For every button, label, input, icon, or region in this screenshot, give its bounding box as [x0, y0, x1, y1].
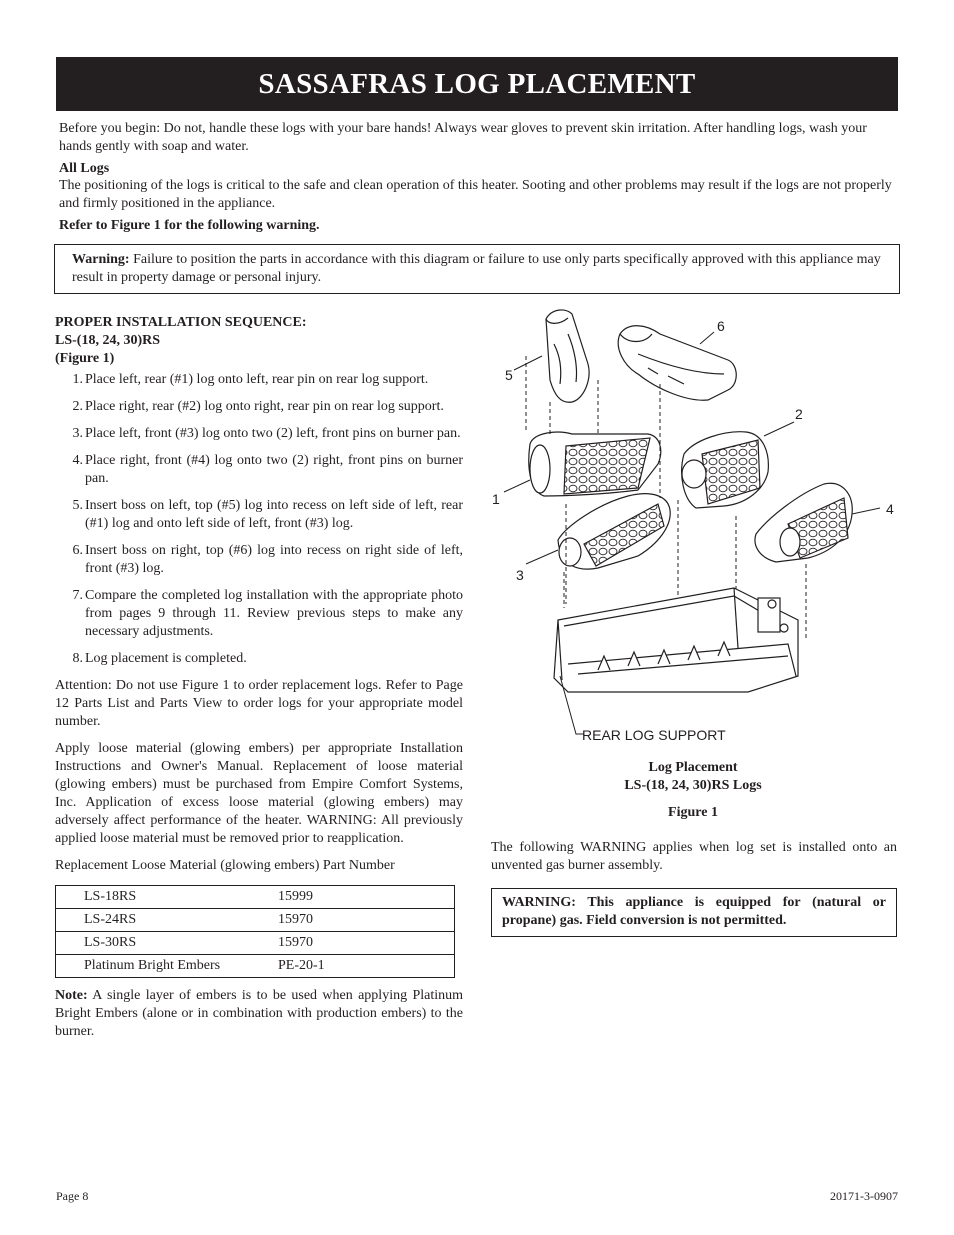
all-logs-text: The positioning of the logs is critical to the safe and clean operation of this heater. Sooting and other problems may result if the logs are not properly and firmly positioned in the appliance. — [59, 178, 892, 211]
page-number: Page 8 — [56, 1189, 89, 1203]
title-bar — [56, 57, 898, 111]
installation-steps — [55, 371, 463, 668]
log-5-icon — [546, 310, 589, 402]
figure-caption-number: Figure 1 — [668, 805, 718, 820]
list-item: 7. Compare the completed log installation with the appropriate photo from pages 9 through 11. Review previous steps to make any necessary adjustments. — [72, 588, 463, 639]
table-row: LS-30RS 15970 — [56, 932, 455, 955]
label-5: 5 — [505, 367, 513, 383]
parts-table — [55, 885, 455, 978]
rear-log-support-label: REAR LOG SUPPORT — [582, 727, 726, 743]
label-3: 3 — [516, 567, 524, 583]
label-2: 2 — [795, 406, 803, 422]
install-heading: PROPER INSTALLATION SEQUENCE: — [55, 315, 307, 330]
burner-pan-icon — [554, 588, 798, 692]
warning-box — [54, 244, 900, 294]
list-item: 1. Place left, rear (#1) log onto left, rear pin on rear log support. — [72, 372, 429, 387]
log-placement-diagram — [488, 304, 898, 744]
log-1-icon — [529, 432, 661, 496]
log-2-icon — [682, 432, 769, 508]
warning-applies-text: The following WARNING applies when log set is installed onto an unvented gas burner assembly. — [491, 840, 897, 873]
log-4-icon — [755, 483, 852, 562]
gas-warning-box: WARNING: This appliance is equipped for (natural or propane) gas. Field conversion is not permitted. — [491, 888, 897, 937]
log-3-icon — [558, 494, 670, 569]
warning-text: Failure to position the parts in accordance with this diagram or failure to use only parts specifically approved with this appliance may result in property damage or personal injury. — [72, 252, 881, 285]
table-row: LS-18RS 15999 — [56, 886, 455, 909]
figure-caption-title: Log Placement — [648, 760, 738, 775]
list-item: 5. Insert boss on left, top (#5) log into recess on left side of left, rear (#1) log and onto left side of left, front (#3) log. — [72, 498, 463, 531]
doc-number: 20171-3-0907 — [830, 1189, 898, 1203]
label-6: 6 — [717, 318, 725, 334]
note-paragraph — [55, 987, 463, 1041]
loose-material-text: Apply loose material (glowing embers) per appropriate Installation Instructions and Owner's Manual. Replacement of loose material (glowing embers) must be purchased from Empire Comfort Systems, Inc. Application of excess loose material (glowing embers) may adversely affect performance of the heater. WARNING: All previously applied loose material must be removed prior to reapplication. — [55, 741, 463, 846]
page-title: SASSAFRAS LOG PLACEMENT — [258, 68, 696, 100]
list-item: 6. Insert boss on right, top (#6) log into recess on right side of left, front (#3) log. — [72, 543, 463, 576]
all-logs-heading: All Logs — [59, 161, 110, 176]
refer-note: Refer to Figure 1 for the following warning. — [59, 218, 320, 233]
warning-label: Warning: — [72, 252, 130, 267]
list-item: 2. Place right, rear (#2) log onto right, rear pin on rear log support. — [72, 399, 444, 414]
label-4: 4 — [886, 501, 894, 517]
installation-column — [55, 314, 463, 1050]
install-figure-ref: (Figure 1) — [55, 351, 115, 366]
log-6-icon — [618, 326, 736, 400]
list-item: 8. Log placement is completed. — [72, 651, 247, 666]
replacement-heading: Replacement Loose Material (glowing embers) Part Number — [55, 858, 395, 873]
note-label: Note: — [55, 988, 88, 1003]
list-item: 3. Place left, front (#3) log onto two (2) left, front pins on burner pan. — [72, 426, 461, 441]
figure-caption-models: LS-(18, 24, 30)RS Logs — [624, 778, 762, 793]
label-1: 1 — [492, 491, 500, 507]
table-row: LS-24RS 15970 — [56, 909, 455, 932]
note-text: A single layer of embers is to be used when applying Platinum Bright Embers (alone or in combination with production embers) to the burner. — [55, 988, 464, 1039]
intro-before-begin: Before you begin: Do not, handle these logs with your bare hands! Always wear gloves to prevent skin irritation. After handling logs, wash your hands gently with soap and water. — [59, 121, 867, 154]
install-model-heading: LS-(18, 24, 30)RS — [55, 333, 161, 348]
table-row: Platinum Bright Embers PE-20-1 — [56, 955, 455, 978]
list-item: 4. Place right, front (#4) log onto two (2) right, front pins on burner pan. — [72, 453, 463, 486]
attention-text: Attention: Do not use Figure 1 to order replacement logs. Refer to Page 12 Parts List and Parts View to order logs for your appropriate model number. — [55, 678, 463, 729]
